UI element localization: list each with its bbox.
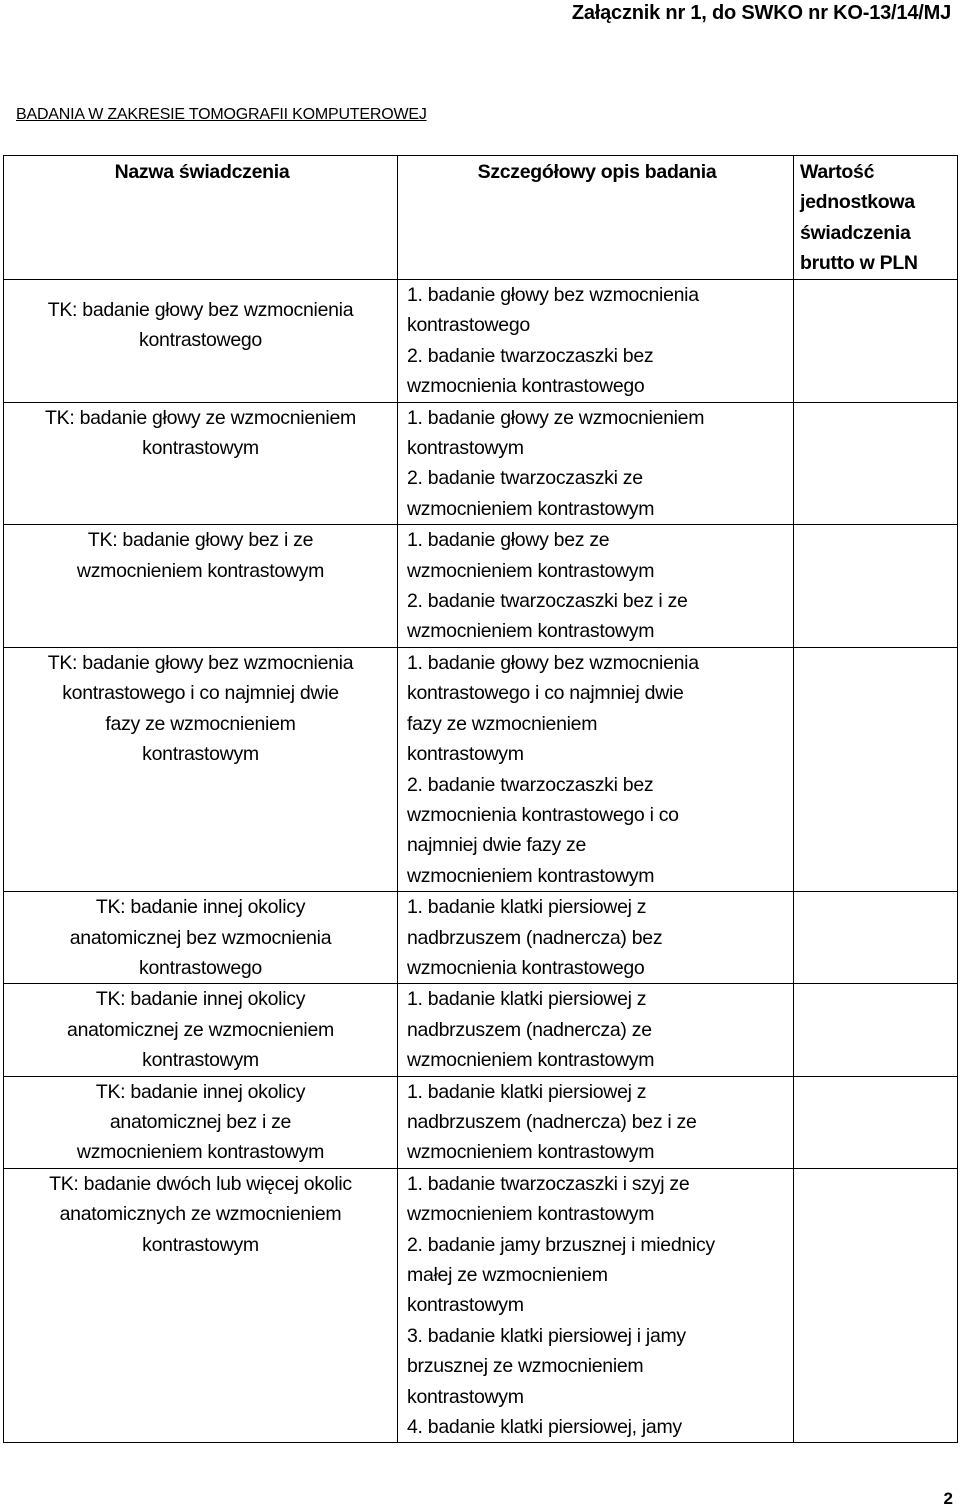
service-name-line: wzmocnieniem kontrastowym	[76, 559, 325, 582]
table-header-row	[4, 156, 958, 280]
description-line: 1. badanie głowy bez wzmocnienia	[407, 651, 699, 674]
description-line: wzmocnieniem kontrastowym	[407, 1141, 655, 1164]
description-line: wzmocnienia kontrastowego	[407, 956, 645, 979]
service-name-line: kontrastowego i co najmniej dwie	[62, 682, 339, 705]
description-cell	[398, 1076, 794, 1168]
service-name-line: TK: badanie dwóch lub więcej okolic	[49, 1172, 352, 1195]
description-line: 1. badanie głowy bez wzmocnienia	[407, 284, 699, 306]
description-line: kontrastowym	[407, 743, 524, 766]
header-name: Nazwa świadczenia	[4, 156, 398, 280]
unit-price-cell	[794, 984, 958, 1076]
table-row	[4, 402, 958, 525]
description-line: 1. badanie klatki piersiowej z	[407, 988, 647, 1011]
attachment-label: Załącznik nr 1, do SWKO nr KO-13/14/MJ	[571, 2, 951, 24]
description-line: 1. badanie klatki piersiowej z	[407, 1080, 647, 1103]
service-name-line: wzmocnieniem kontrastowym	[76, 1141, 325, 1164]
service-name-line: kontrastowym	[142, 743, 259, 766]
description-line: nadbrzuszem (nadnercza) bez i ze	[407, 1110, 697, 1133]
service-name-line: TK: badanie głowy bez wzmocnienia	[47, 651, 354, 674]
description-line: kontrastowym	[407, 437, 524, 460]
description-cell	[398, 525, 794, 648]
unit-price-cell	[794, 1076, 958, 1168]
service-name-cell	[4, 984, 398, 1076]
description-line: wzmocnieniem kontrastowym	[407, 620, 655, 643]
description-line: kontrastowego i co najmniej dwie	[407, 682, 684, 705]
description-line: 1. badanie głowy ze wzmocnieniem	[407, 406, 705, 429]
unit-price-cell	[794, 402, 958, 525]
service-name-cell	[4, 280, 398, 403]
document-title: BADANIA W ZAKRESIE TOMOGRAFII KOMPUTEROWEJ	[16, 106, 427, 123]
description-line: 2. badanie twarzoczaszki bez i ze	[407, 590, 688, 613]
unit-price-cell	[794, 280, 958, 403]
header-value-line: jednostkowa	[800, 191, 915, 214]
service-name-line: TK: badanie głowy ze wzmocnieniem	[45, 406, 356, 429]
description-line: fazy ze wzmocnieniem	[407, 712, 598, 735]
table-row	[4, 647, 958, 891]
service-name-line: anatomicznej ze wzmocnieniem	[67, 1018, 334, 1041]
service-name-cell	[4, 402, 398, 525]
description-line: wzmocnieniem kontrastowym	[407, 559, 655, 582]
service-name-line: kontrastowego	[139, 956, 262, 979]
description-line: kontrastowego	[407, 314, 530, 337]
description-line: 1. badanie głowy bez ze	[407, 529, 610, 552]
description-line: 2. badanie jamy brzusznej i miednicy	[407, 1233, 715, 1256]
table-row	[4, 280, 958, 403]
description-line: 2. badanie twarzoczaszki bez	[407, 344, 654, 367]
description-line: brzusznej ze wzmocnieniem	[407, 1355, 644, 1378]
service-name-line: fazy ze wzmocnieniem	[105, 712, 296, 735]
description-line: 4. badanie klatki piersiowej, jamy	[407, 1416, 682, 1439]
services-table	[3, 155, 958, 1443]
table-row	[4, 892, 958, 984]
service-name-line: TK: badanie głowy bez wzmocnienia	[47, 299, 354, 321]
service-name-line: kontrastowym	[142, 437, 259, 460]
description-cell	[398, 984, 794, 1076]
description-line: nadbrzuszem (nadnercza) ze	[407, 1018, 652, 1041]
description-line: wzmocnieniem kontrastowym	[407, 1049, 655, 1072]
table-row	[4, 1076, 958, 1168]
table-body	[4, 280, 958, 1443]
description-line: wzmocnieniem kontrastowym	[407, 497, 655, 520]
unit-price-cell	[794, 525, 958, 648]
description-line: 2. badanie twarzoczaszki ze	[407, 467, 643, 490]
description-line: wzmocnienia kontrastowego i co	[407, 803, 679, 826]
description-line: wzmocnieniem kontrastowym	[407, 1203, 655, 1226]
header-description: Szczegółowy opis badania	[398, 156, 794, 280]
service-name-cell	[4, 647, 398, 891]
description-line: 1. badanie twarzoczaszki i szyj ze	[407, 1172, 690, 1195]
unit-price-cell	[794, 892, 958, 984]
service-name-line: TK: badanie głowy bez i ze	[87, 529, 314, 552]
description-line: wzmocnienia kontrastowego	[407, 375, 645, 398]
service-name-line: anatomicznych ze wzmocnieniem	[59, 1203, 342, 1226]
unit-price-cell	[794, 647, 958, 891]
unit-price-cell	[794, 1168, 958, 1443]
description-cell	[398, 1168, 794, 1443]
description-cell	[398, 402, 794, 525]
service-name-cell	[4, 525, 398, 648]
service-name-cell	[4, 1076, 398, 1168]
header-value-line: świadczenia	[800, 221, 911, 244]
description-line: nadbrzuszem (nadnercza) bez	[407, 926, 663, 949]
description-cell	[398, 892, 794, 984]
description-line: wzmocnieniem kontrastowym	[407, 864, 655, 887]
service-name-line: kontrastowego	[139, 329, 262, 352]
service-name-line: kontrastowym	[142, 1049, 259, 1072]
service-name-line: TK: badanie innej okolicy	[95, 1080, 306, 1103]
service-name-cell	[4, 1168, 398, 1443]
description-line: najmniej dwie fazy ze	[407, 834, 587, 857]
description-line: kontrastowym	[407, 1385, 524, 1408]
description-line: 1. badanie klatki piersiowej z	[407, 896, 647, 919]
service-name-line: anatomicznej bez wzmocnienia	[69, 926, 332, 949]
service-name-line: TK: badanie innej okolicy	[95, 988, 306, 1011]
table-row	[4, 984, 958, 1076]
description-line: kontrastowym	[407, 1294, 524, 1317]
description-line: 2. badanie twarzoczaszki bez	[407, 773, 654, 796]
service-name-line: TK: badanie innej okolicy	[95, 896, 306, 919]
page-number: 2	[943, 1489, 953, 1508]
service-name-cell	[4, 892, 398, 984]
service-name-line: kontrastowym	[142, 1233, 259, 1256]
header-value-line: Wartość	[800, 161, 875, 183]
description-line: 3. badanie klatki piersiowej i jamy	[407, 1324, 686, 1347]
description-cell	[398, 280, 794, 403]
header-value	[794, 156, 958, 280]
description-line: małej ze wzmocnieniem	[407, 1264, 608, 1286]
header-value-line: brutto w PLN	[800, 252, 918, 275]
service-name-line: anatomicznej bez i ze	[109, 1110, 292, 1133]
description-cell	[398, 647, 794, 891]
table-row	[4, 525, 958, 648]
table-row	[4, 1168, 958, 1443]
